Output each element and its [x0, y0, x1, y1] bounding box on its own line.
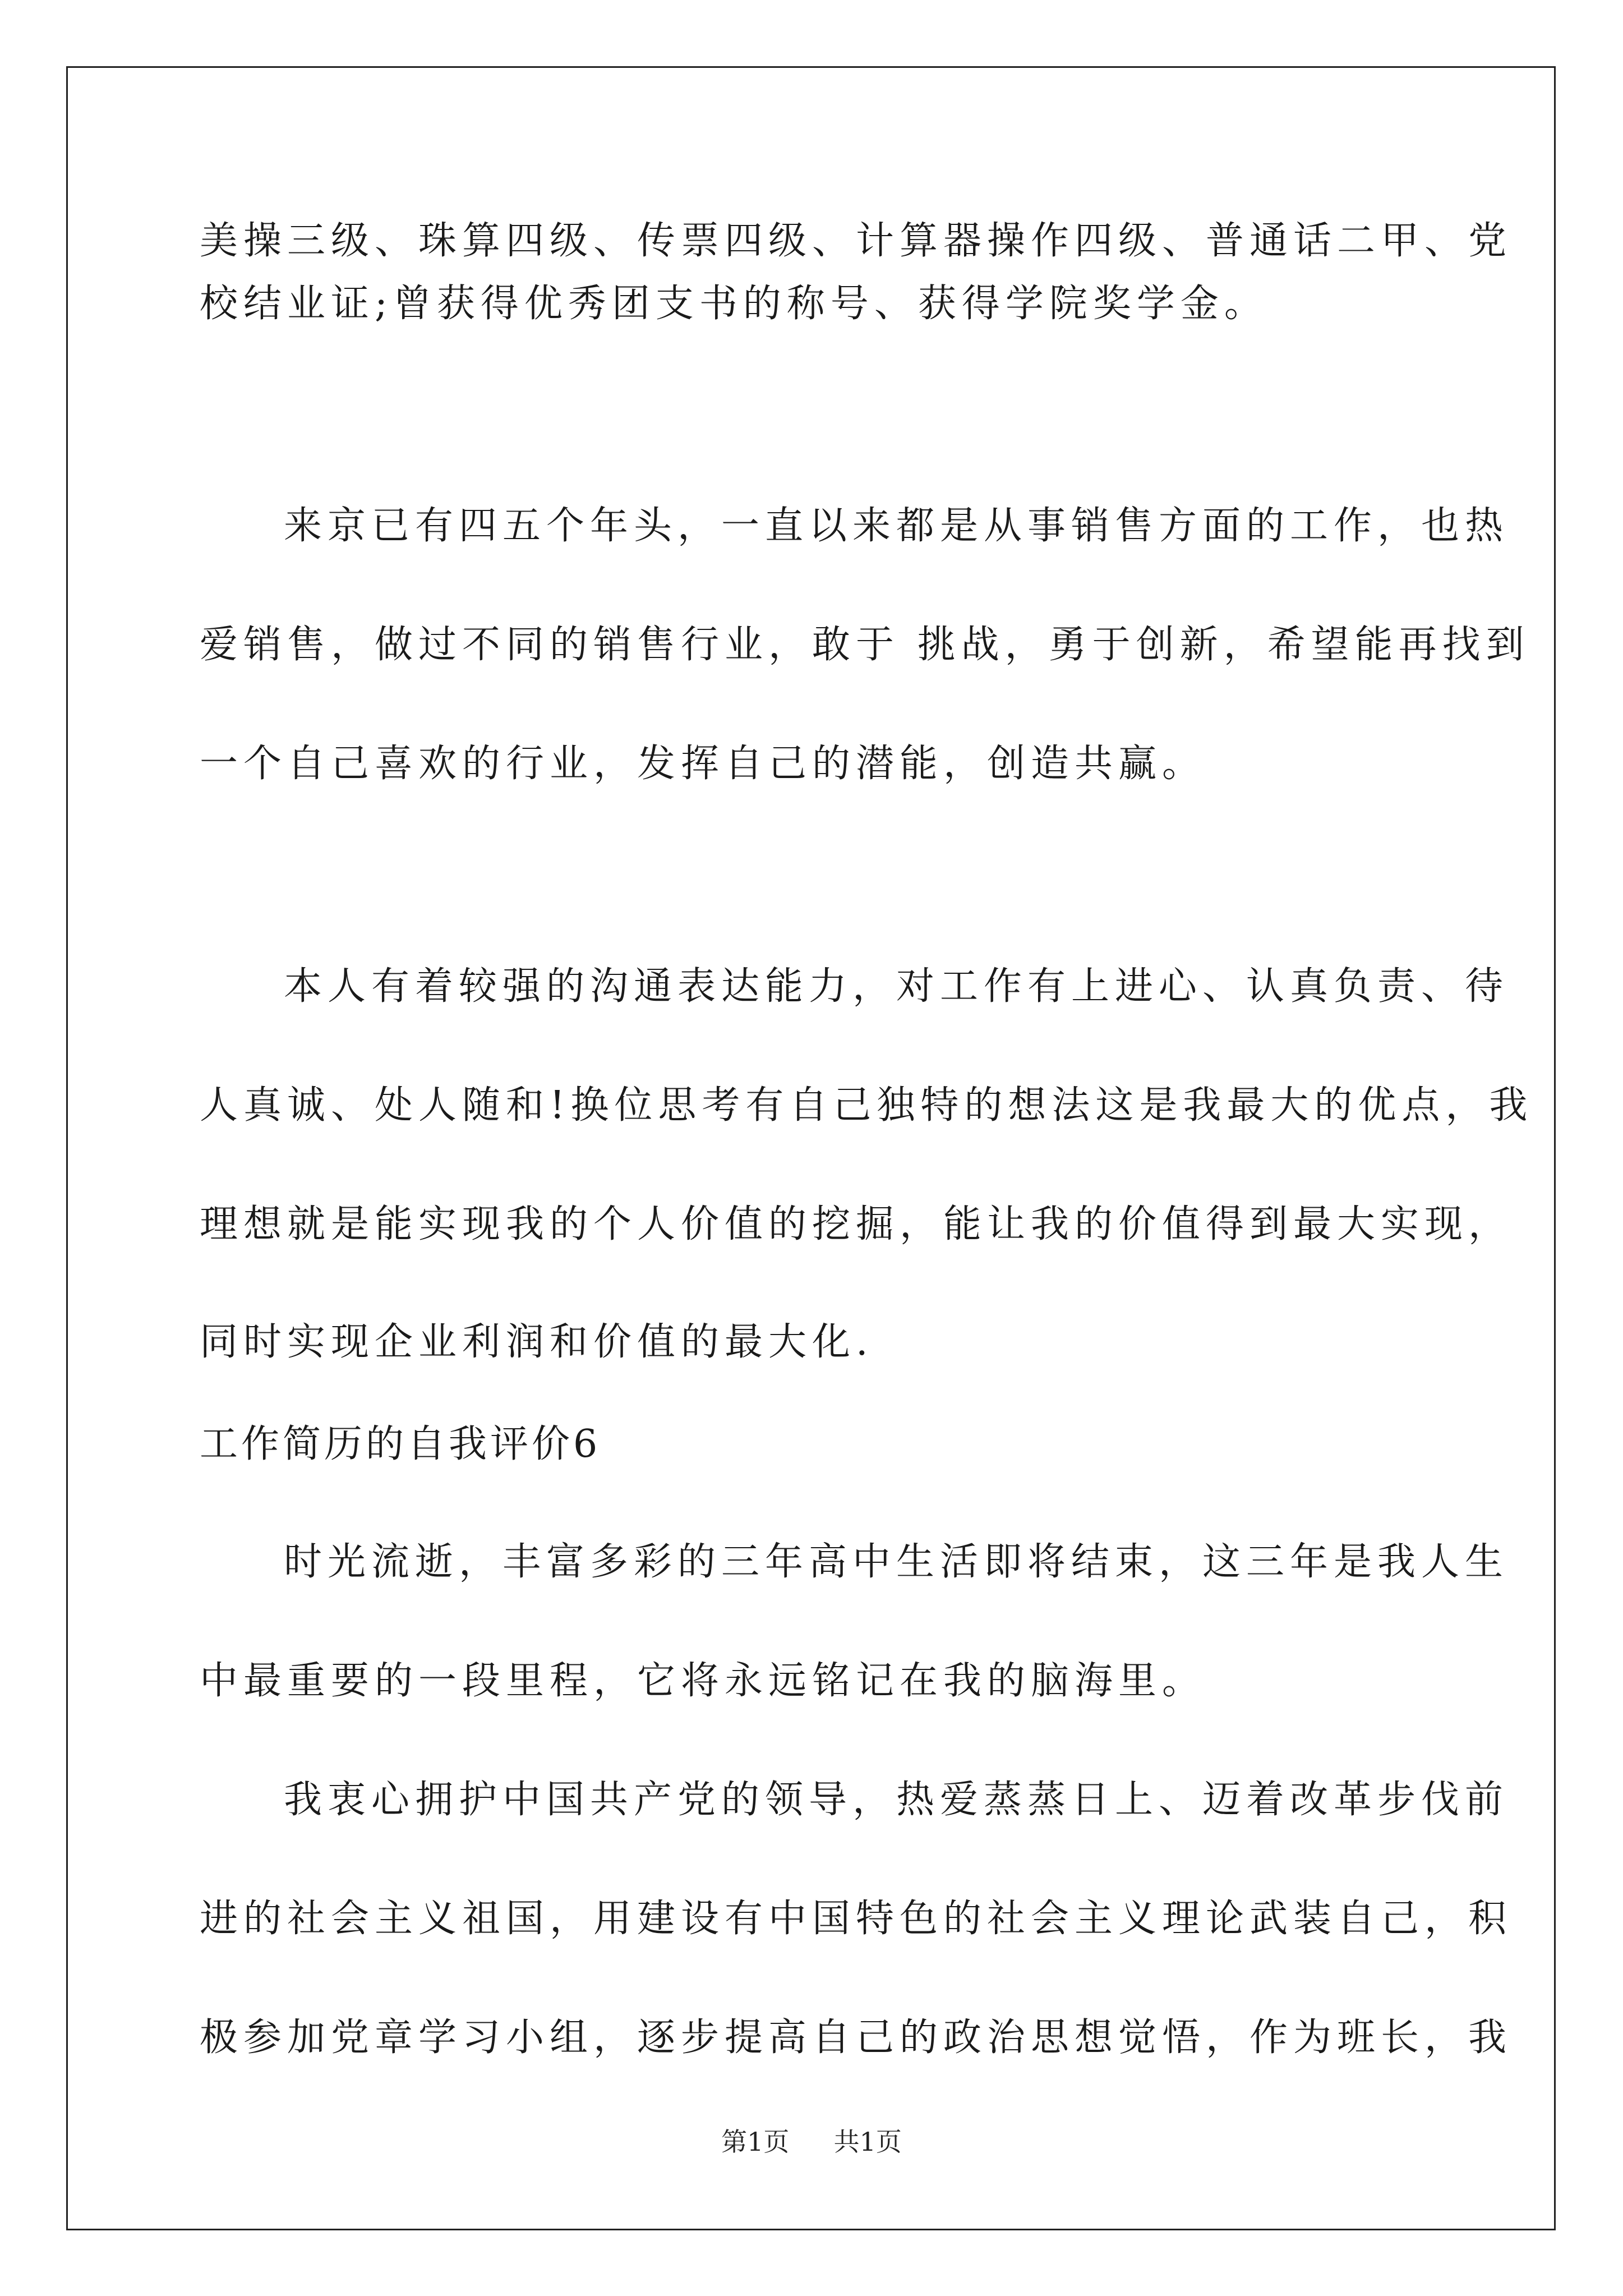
text-line: 一个自己喜欢的行业，发挥自己的潜能，创造共赢。 — [200, 742, 1206, 786]
text-line: 进的社会主义祖国，用建设有中国特色的社会主义理论武装自己，积 — [200, 1897, 1513, 1941]
text-line: 爱销售，做过不同的销售行业，敢于 挑战，勇于创新，希望能再找到 — [200, 623, 1530, 667]
text-line: 中最重要的一段里程，它将永远铭记在我的脑海里。 — [200, 1659, 1206, 1703]
section-heading: 工作简历的自我评价6 — [200, 1422, 601, 1466]
text-line: 极参加党章学习小组，逐步提高自己的政治思想觉悟，作为班长，我 — [200, 2016, 1513, 2060]
text-line: 时光流逝，丰富多彩的三年高中生活即将结束，这三年是我人生 — [284, 1540, 1509, 1584]
page-footer — [0, 2125, 1623, 2159]
text-line: 人真诚、处人随和!换位思考有自己独特的想法这是我最大的优点，我 — [200, 1083, 1533, 1128]
page-number: 第1页 — [721, 2127, 790, 2157]
page-total: 共1页 — [833, 2127, 902, 2157]
text-line: 校结业证;曾获得优秀团支书的称号、获得学院奖学金。 — [200, 282, 1268, 326]
text-line: 美操三级、珠算四级、传票四级、计算器操作四级、普通话二甲、党 — [200, 219, 1513, 263]
text-line: 来京已有四五个年头，一直以来都是从事销售方面的工作，也热 — [284, 504, 1509, 548]
document-body — [200, 213, 1533, 2066]
text-line: 本人有着较强的沟通表达能力，对工作有上进心、认真负责、待 — [284, 964, 1509, 1009]
text-line: 理想就是能实现我的个人价值的挖掘，能让我的价值得到最大实现， — [200, 1202, 1513, 1246]
text-line: 我衷心拥护中国共产党的领导，热爱蒸蒸日上、迈着改革步伐前 — [284, 1778, 1509, 1822]
text-line: 同时实现企业利润和价值的最大化. — [200, 1320, 874, 1364]
